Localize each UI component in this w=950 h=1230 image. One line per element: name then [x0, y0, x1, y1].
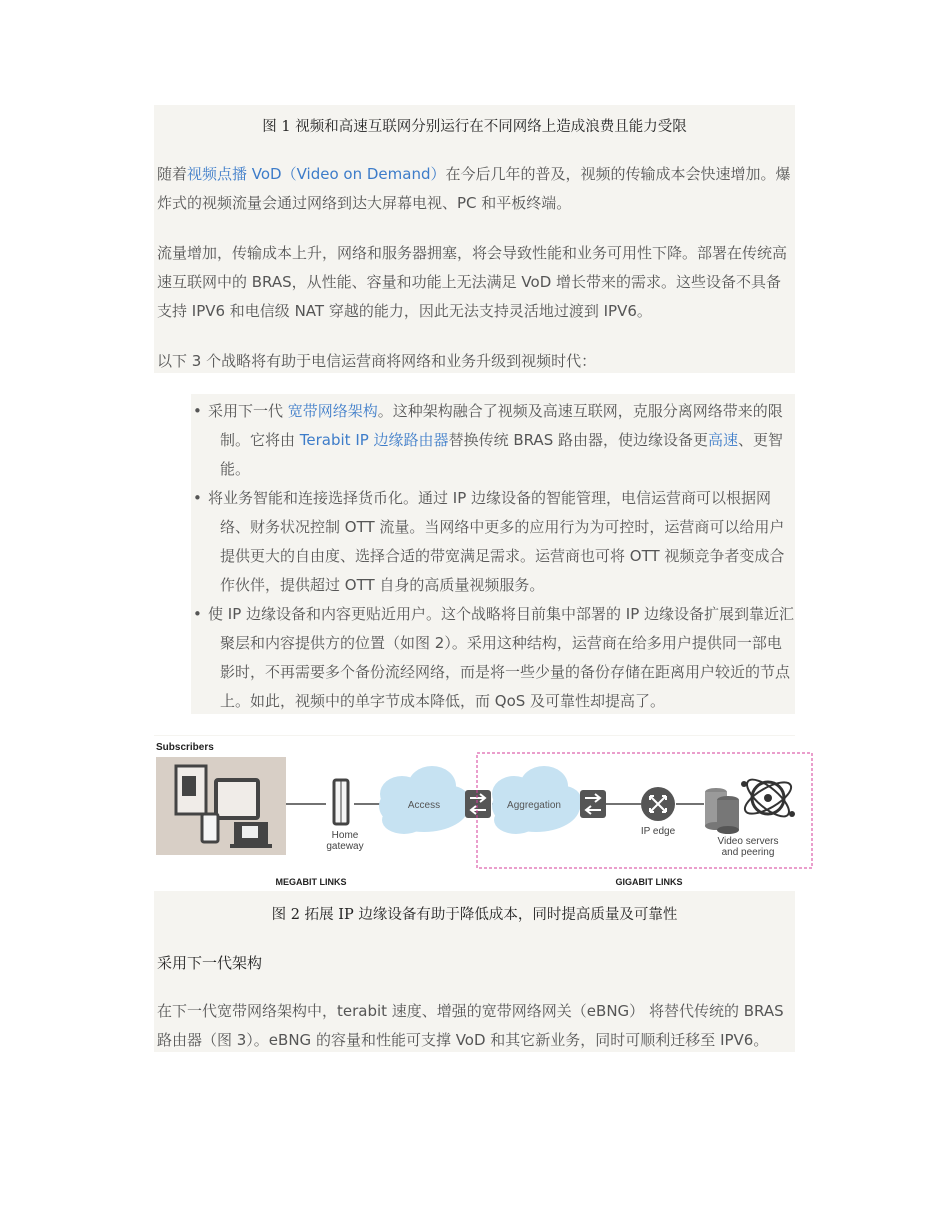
- strategy-1-text-c: 替换传统 BRAS 路由器，使边缘设备更: [448, 431, 708, 449]
- strategy-item-edge: • 使 IP 边缘设备和内容更贴近用户。这个战略将目前集中部署的 IP 边缘设备扩展到靠近汇聚层和内容提供方的位置（如图 2）。采用这种结构，运营商在给多用户提供同一部电影时，不再需要多个备份流经网络，而是将一些少量的备份存储在距离用户较近的节点上。如此，视频中的单字节成本降低，而 QoS 及可靠性却提高了。: [193, 600, 795, 716]
- subscriber-devices-icon: [156, 757, 286, 855]
- figure-1-caption: 图 1 视频和高速互联网分别运行在不同网络上造成浪费且能力受限: [262, 119, 687, 135]
- switch-icon: [465, 790, 491, 818]
- paragraph-vod: [157, 160, 794, 218]
- access-label: Access: [407, 800, 441, 811]
- switch-icon: [580, 790, 606, 818]
- aggregation-label: Aggregation: [507, 800, 561, 811]
- paragraph-vod-pre: 随着: [157, 165, 188, 183]
- strategy-item-monetize: • 将业务智能和连接选择货币化。通过 IP 边缘设备的智能管理，电信运营商可以根据网络、财务状况控制 OTT 流量。当网络中更多的应用行为为可控时，运营商可以给用户提供更大的自由度、选择合适的带宽满足需求。运营商也可将 OTT 视频竞争者变成合作伙伴，提供超过 OTT 自身的高质量视频服务。: [193, 484, 795, 600]
- broadband-architecture-link[interactable]: 宽带网络架构: [287, 402, 378, 420]
- megabit-links-label: MEGABIT LINKS: [275, 877, 347, 887]
- home-gateway-label-2: gateway: [326, 841, 364, 852]
- video-servers-label-2: and peering: [721, 847, 775, 858]
- vod-link[interactable]: 视频点播 VoD（Video on Demand）: [187, 165, 446, 183]
- paragraph-ebng: 在下一代宽带网络架构中，terabit 速度、增强的宽带网络网关（eBNG） 将替代传统的 BRAS 路由器（图 3）。eBNG 的容量和性能可支撑 VoD 和其它新业务，同时可顺利迁移至 IPV6。: [157, 1002, 784, 1049]
- strategy-list: [193, 397, 795, 716]
- subscribers-label: Subscribers: [156, 742, 214, 753]
- strategy-1-text-a: 采用下一代: [208, 402, 288, 420]
- network-diagram: [154, 736, 814, 891]
- home-gateway-label-1: Home: [331, 830, 359, 841]
- paragraph-traffic: 流量增加，传输成本上升，网络和服务器拥塞，将会导致性能和业务可用性下降。部署在传统高速互联网中的 BRAS，从性能、容量和功能上无法满足 VoD 增长带来的需求。这些设备不具备支持 IPV6 和电信级 NAT 穿越的能力，因此无法支持灵活地过渡到 IPV6。: [157, 244, 788, 320]
- strategy-item-architecture: [193, 397, 795, 484]
- paragraph-vod-post: 在今后几年的普及，视频的传输成本会快速增加。爆炸式的视频流量会通过网络到达大屏幕电视、PC 和平板终端。: [157, 165, 791, 212]
- figure-2-caption: 图 2 拓展 IP 边缘设备有助于降低成本，同时提高质量及可靠性: [271, 907, 678, 923]
- home-gateway-icon: [334, 780, 348, 824]
- video-servers-label-1: Video servers: [717, 836, 779, 847]
- strategy-1-text-d: 、更智能。: [220, 431, 784, 478]
- section-heading: 采用下一代架构: [157, 954, 263, 972]
- ip-edge-router-icon: [641, 787, 675, 821]
- paragraph-strategies: 以下 3 个战略将有助于电信运营商将网络和业务升级到视频时代：: [157, 352, 597, 370]
- ip-edge-label: IP edge: [640, 826, 676, 837]
- high-speed-link[interactable]: 高速: [708, 431, 739, 449]
- strategy-1-text-b: 。这种架构融合了视频及高速互联网，克服分离网络带来的限制。它将由: [220, 402, 783, 449]
- terabit-router-link[interactable]: Terabit IP 边缘路由器: [299, 431, 449, 449]
- gigabit-links-label: GIGABIT LINKS: [615, 877, 683, 887]
